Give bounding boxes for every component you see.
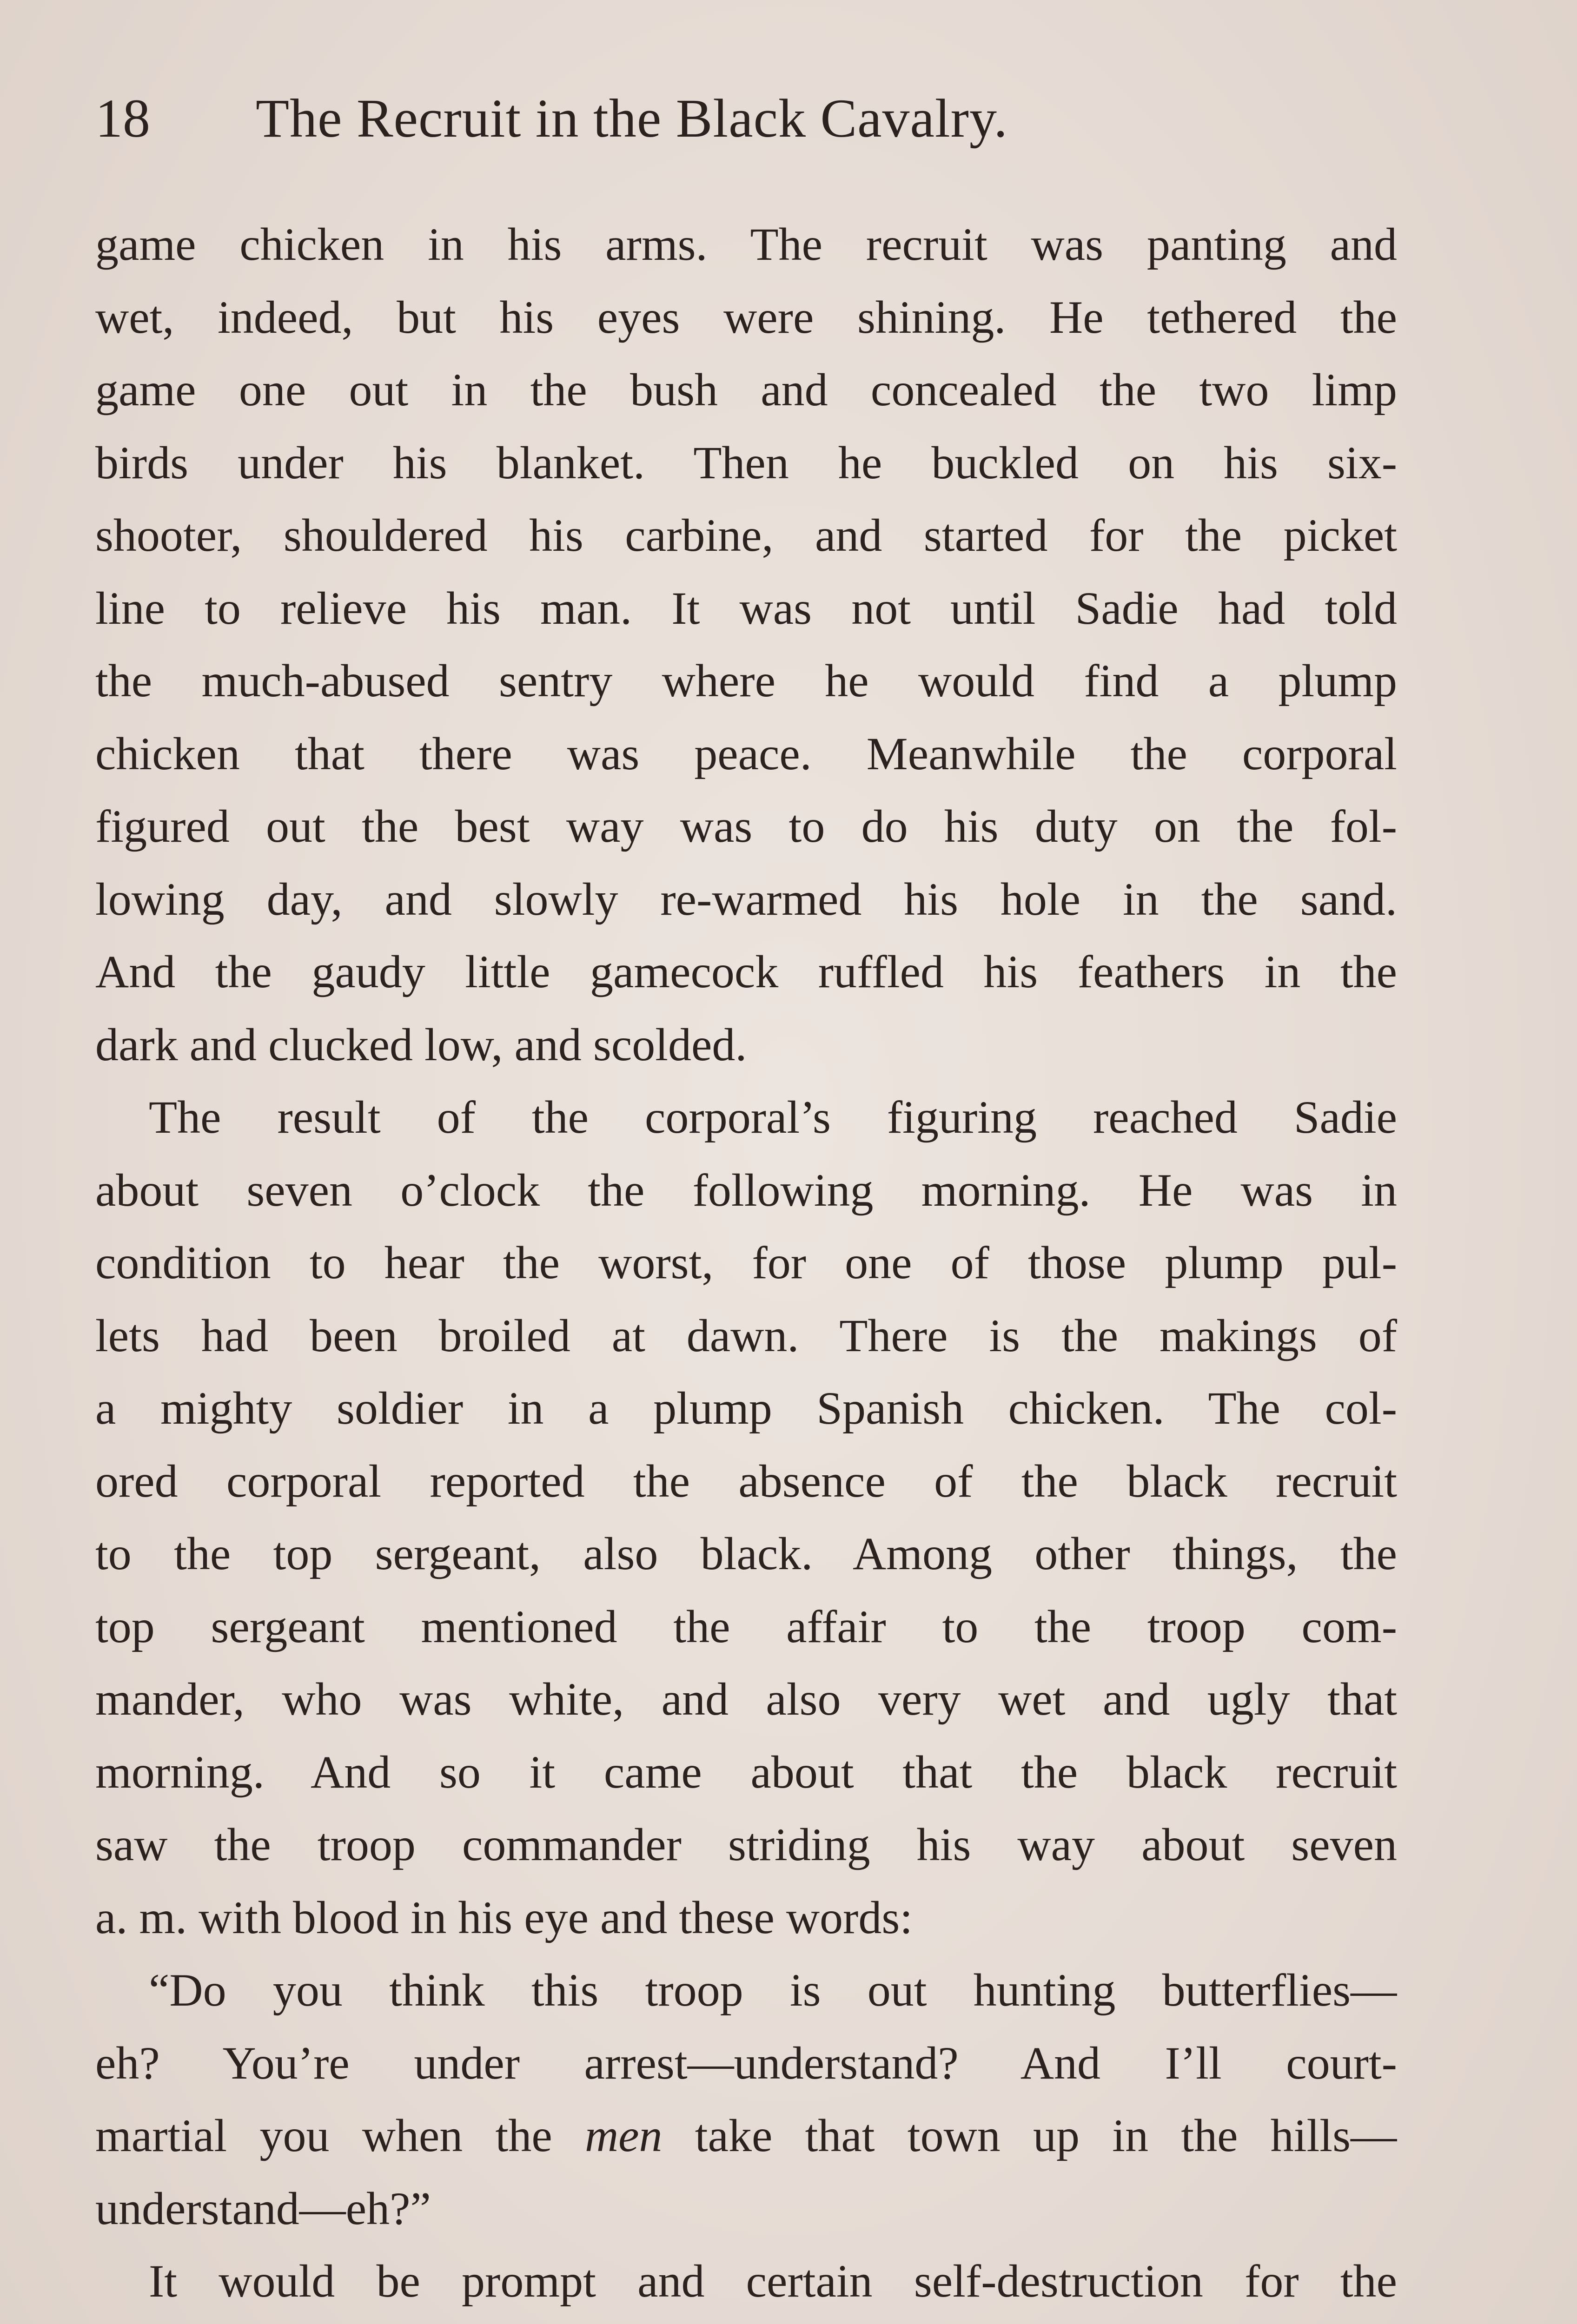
page-header <box>95 88 1397 149</box>
text-line: the much-abused sentry where he would find a plump <box>95 655 1397 706</box>
text-line: game one out in the bush and concealed the two limp <box>95 364 1397 416</box>
text-line: birds under his blanket. Then he buckled on his six- <box>95 436 1397 489</box>
text-line: game chicken in his arms. The recruit was panting and <box>95 218 1397 270</box>
text-line-with-italic <box>95 2100 1397 2172</box>
paragraph-start-line: It would be prompt and certain self-destruction for the <box>149 2255 1397 2307</box>
text-line: a mighty soldier in a plump Spanish chicken. The col- <box>95 1382 1397 1434</box>
text-line: about seven o’clock the following morning. He was in <box>95 1164 1397 1216</box>
text-line: eh? You’re under arrest—understand? And I’ll court- <box>95 2037 1397 2089</box>
text-line: figured out the best way was to do his duty on the fol- <box>95 800 1397 852</box>
text-line: And the gaudy little gamecock ruffled his feathers in the <box>95 946 1397 997</box>
text-line: ored corporal reported the absence of the black recruit <box>95 1455 1397 1507</box>
text-line: condition to hear the worst, for one of those plump pul- <box>95 1237 1397 1288</box>
paragraph-end-line: a. m. with blood in his eye and these words: <box>95 1891 913 1943</box>
text-line: chicken that there was peace. Meanwhile the corporal <box>95 727 1397 779</box>
text-segment: martial you when the <box>95 2110 585 2161</box>
page-number: 18 <box>95 88 150 149</box>
text-line: morning. And so it came about that the black recruit <box>95 1746 1397 1798</box>
text-line: top sergeant mentioned the affair to the troop com- <box>95 1600 1397 1652</box>
paragraph-end-line: understand—eh?” <box>95 2182 431 2234</box>
paragraph-start-line: The result of the corporal’s figuring reached Sadie <box>149 1091 1397 1143</box>
text-line: line to relieve his man. It was not until Sadie had told <box>95 582 1397 634</box>
text-line: wet, indeed, but his eyes were shining. He tethered the <box>95 291 1397 343</box>
text-line: lets had been broiled at dawn. There is the makings of <box>95 1309 1397 1361</box>
text-line: to the top sergeant, also black. Among other things, the <box>95 1528 1397 1579</box>
text-line: saw the troop commander striding his way about seven <box>95 1819 1397 1870</box>
text-segment: take that town up in the hills— <box>662 2110 1397 2161</box>
running-title: The Recruit in the Black Cavalry. <box>256 88 1008 149</box>
paragraph-start-line: “Do you think this troop is out hunting butterflies— <box>149 1964 1397 2016</box>
text-line: mander, who was white, and also very wet and ugly that <box>95 1673 1397 1725</box>
body-text <box>95 208 1397 2318</box>
text-line: lowing day, and slowly re-warmed his hole in the sand. <box>95 873 1397 925</box>
italic-word: men <box>584 2110 663 2161</box>
paragraph-end-line: dark and clucked low, and scolded. <box>95 1018 747 1070</box>
text-line: shooter, shouldered his carbine, and started for the picket <box>95 509 1397 561</box>
